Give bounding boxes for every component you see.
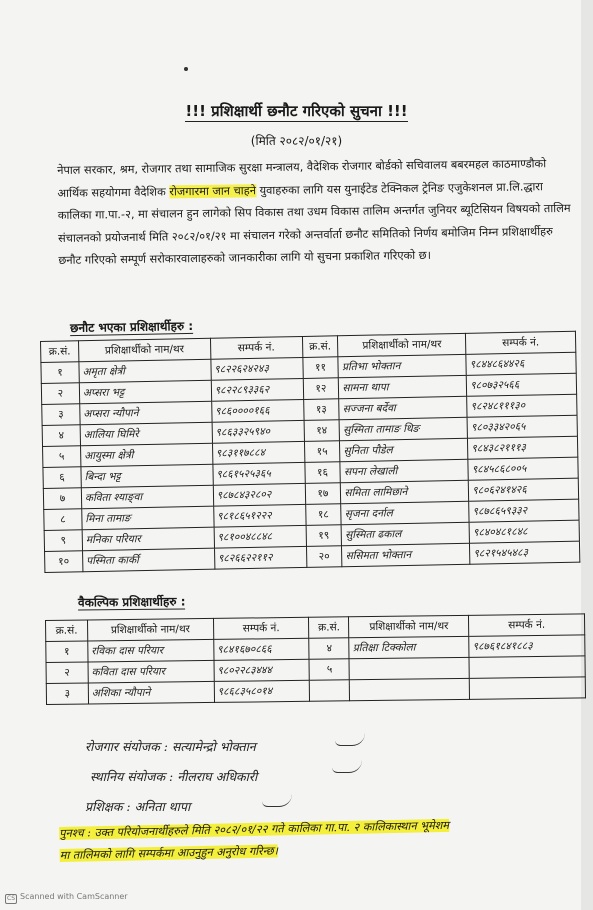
contact-cell: ९८६००००१६६ [211,399,303,422]
signature-coordinator [85,738,256,755]
intro-text-1: नेपाल सरकार, श्रम, रोजगार तथा सामाजिक सुरक्षा मन्त्रालय, वैदेशिक रोजगार बोर्डको सचिवालय बबरमहल काठमाण्डौको आर्थिक सहयोगमा वैदेशिक [57,157,547,200]
col-header: प्रशिक्षार्थीको नाम/थर [349,615,469,637]
serial-cell: १२ [303,378,339,400]
signature-local-coordinator [90,768,257,785]
serial-cell: १० [45,551,83,573]
name-cell: पस्मिता कार्की [82,548,214,572]
contact-cell: ९८४३८२१११३ [468,436,578,459]
serial-cell: ३ [46,683,88,705]
serial-cell: ४ [309,638,349,659]
serial-cell: ११ [302,357,338,379]
serial-cell: १९ [306,525,342,547]
contact-cell: ९८१००४८८४८ [214,525,306,548]
serial-cell [310,680,350,701]
serial-cell: ५ [309,659,349,680]
signature-mark [335,733,365,746]
contact-cell: ९८२४८१११३० [467,394,577,417]
alternate-table [45,613,586,705]
name-cell: प्रतिक्षा टिक्कोला [349,636,469,658]
contact-cell: ९८४५८६८००५ [468,457,578,480]
col-header: सम्पर्क नं. [466,331,576,354]
signature-name: नीलराघ अधिकारी [177,769,258,784]
serial-cell: ८ [44,509,82,531]
name-cell: सुस्मिता तामाङ थिङ [340,417,468,440]
contact-cell [469,677,585,699]
serial-cell: ६ [43,467,81,489]
contact-cell: ९८०३३४२०६५ [467,415,577,438]
name-cell: अप्सरा न्यौपाने [80,401,212,425]
contact-cell: ९८७८४३२८०२ [213,483,305,506]
name-cell: बिन्दा भट्ट [81,464,213,488]
name-cell: सज्जना बर्देवा [339,396,467,419]
notice-title: !!! प्रशिक्षार्थी छनौट गरिएको सुचना !!! [185,102,408,120]
postscript-line-2: मा तालिमको लागि सम्पर्कमा आउनुहुन अनुरोध गरिन्छ। [59,844,279,862]
signature-role: रोजगार संयोजक : [85,739,168,754]
name-cell: अप्सरा भट्ट [79,380,211,404]
serial-cell: ३ [42,404,80,426]
signature-mark [262,794,292,807]
name-cell: ससिमता भोक्तान [342,543,470,566]
name-cell: सामना थापा [339,375,467,398]
intro-paragraph [57,153,577,273]
name-cell: मनिका परियार [82,527,214,551]
postscript [59,812,588,867]
contact-cell: ९८१८६५१२२२ [213,504,305,527]
contact-cell: ९८४१६७०८६६ [213,638,309,660]
signature-name: अनिता थापा [134,799,191,814]
serial-cell: १५ [304,441,340,463]
col-header: सम्पर्क नं. [213,617,309,639]
name-cell: सुस्मिता ढकाल [342,522,470,545]
contact-cell: ९८६१५२५३६५ [213,462,305,485]
name-cell: समिता लामिछाने [341,480,469,503]
contact-cell: ९८०२२८३४४४ [214,659,310,681]
col-header: प्रशिक्षार्थीको नाम/थर [87,618,213,641]
serial-cell: १७ [305,483,341,505]
alternate-heading: वैकल्पिक प्रशिक्षार्थीहरु : [77,594,186,610]
col-header: सम्पर्क नं. [210,336,302,359]
contact-cell: ९८०६२४१४२६ [468,478,578,501]
contact-cell: ९८३११७८८४ [212,441,304,464]
intro-text-2: युवाहरुका लागि यस युनाईटेड टेक्निकल ट्रेनिङ एजुकेशनल प्रा.लि.द्धारा कालिका गा.पा.-२, मा संचालन हुन लागेको सिप विकास तथा उधम विकास तालिम अन्तर्गत जुनियर ब्यूटिसियन विषयको तालिम संचालनको प्रयोजनार्थ मिति २०८२/०१/२१ मा संचालन गरेको अन्तर्वार्ता छनौट समितिको निर्णय बमोजिम निम्न प्रशिक्षार्थीहरु छनौट गरिएको सम्पूर्ण सरोकारवालाहरुको जानकारीका लागि यो सुचना प्रकाशित गरिएको छ। [57,179,571,267]
camscanner-logo-icon: CS [7,895,15,902]
contact-cell: ९८२१५४५४८३ [470,541,580,564]
notice-date: (मिति २०८२/०१/२१) [250,134,343,148]
contact-cell: ९८४०४८१८४८ [469,520,579,543]
name-cell: अमृता क्षेत्री [79,359,211,383]
postscript-label: पुनश्च : [59,826,92,840]
contact-cell: ९८४४८६४४२६ [466,352,576,375]
signature-role: स्थानिय संयोजक : [90,769,174,784]
serial-cell: १ [46,641,88,663]
contact-cell: ९८७८६५९३३२ [469,499,579,522]
name-cell: कविता दास परियार [88,660,214,683]
contact-cell: ९८६३३२५९४० [212,420,304,443]
name-cell: आयुस्मा क्षेत्री [80,443,212,467]
contact-cell: ९८६८३५८०१४ [214,680,310,702]
name-cell: प्रतिभा भोक्तान [338,354,466,377]
serial-cell: १६ [304,462,340,484]
scanner-text: Scanned with CamScanner [20,892,128,901]
signature-role: प्रशिक्षक : [85,799,131,814]
serial-cell: ४ [42,425,80,447]
contact-cell: ९८७६१८४१८८३ [469,635,585,657]
postscript-line-1: उक्त परियोजनार्थीहरुले मिति २०८२/०१/२२ गते कालिका गा.पा. २ कालिकास्थान भूमेशम [90,818,450,840]
speck [184,67,188,71]
serial-cell: १ [41,362,79,384]
contact-cell: ९८२६६२२११२ [214,546,306,569]
signature-name: सत्यामेन्द्रो भोक्तान [171,739,256,754]
name-cell: सृजना दर्नाल [341,501,469,524]
serial-cell: १३ [303,399,339,421]
serial-cell: १८ [305,504,341,526]
name-cell [350,678,470,700]
contact-cell: ९८०७३२५६६ [466,373,576,396]
serial-cell: १४ [304,420,340,442]
col-header: क्र.सं. [41,341,79,363]
name-cell: सुनिता पौडेल [340,438,468,461]
signature-mark [332,760,362,773]
scanner-watermark [5,892,128,904]
col-header: प्रशिक्षार्थीको नाम/थर [338,333,466,356]
serial-cell: २ [41,383,79,405]
col-header: क्र.सं. [302,336,338,358]
serial-cell: २० [306,546,342,568]
name-cell: रविका दास परियार [88,639,214,662]
signature-trainer [85,798,190,815]
col-header: सम्पर्क नं. [469,614,585,636]
name-cell: सपना लेखाली [340,459,468,482]
name-cell: अशिका न्यौपाने [88,681,214,704]
col-header: क्र.सं. [309,617,349,638]
serial-cell: २ [46,662,88,684]
name-cell: मिना तामाङ [82,506,214,530]
intro-highlight: रोजगारमा जान चाहने [169,183,257,198]
selected-table [40,331,580,573]
col-header: प्रशिक्षार्थीको नाम/थर [78,338,210,362]
name-cell: कविता श्याङ्वा [81,485,213,509]
contact-cell [469,656,585,678]
col-header: क्र.सं. [46,620,88,642]
serial-cell: ५ [43,446,81,468]
name-cell: आलिया घिमिरे [80,422,212,446]
selected-heading: छनौट भएका प्रशिक्षार्थीहरु : [69,318,194,336]
contact-cell: ९८२२६२४२४३ [211,357,303,380]
serial-cell: ९ [44,530,82,552]
contact-cell: ९८२२८९३३६२ [211,378,303,401]
serial-cell: ७ [43,488,81,510]
name-cell [349,657,469,679]
